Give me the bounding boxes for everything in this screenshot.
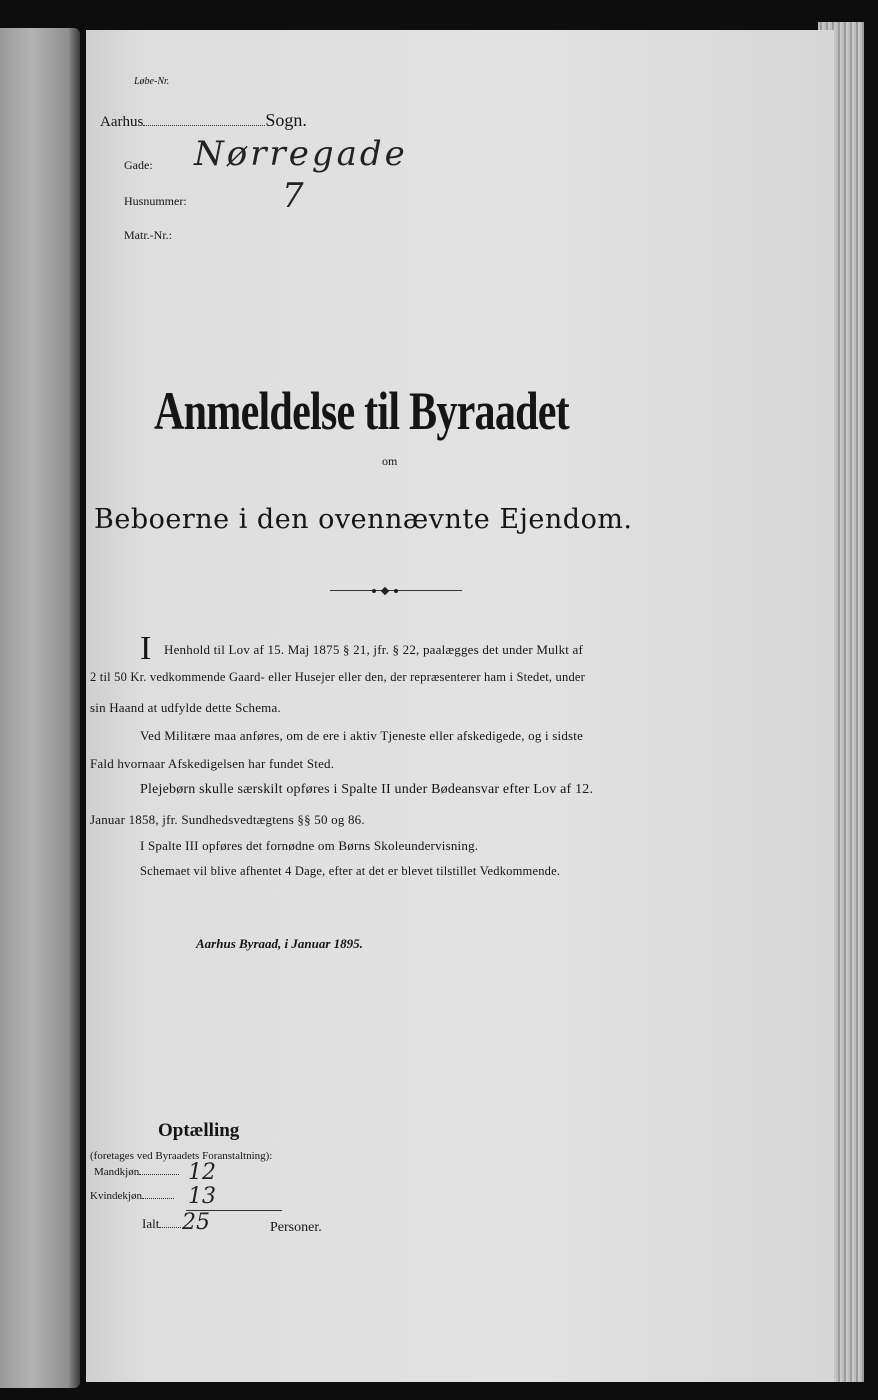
paragraph-2-line-2: Fald hvornaar Afskedigelsen har fundet Sted. bbox=[90, 756, 335, 771]
sogn-dots bbox=[143, 125, 265, 126]
paragraph-1-line-1: Henhold til Lov af 15. Maj 1875 § 21, jfr. § 22, paalægges det under Mulkt af bbox=[164, 642, 584, 657]
kvindekjon-label: Kvindekjøn bbox=[90, 1190, 142, 1202]
count-title: Optælling bbox=[158, 1120, 240, 1141]
town-name: Aarhus bbox=[100, 114, 144, 130]
mandkjon-label: Mandkjøn bbox=[94, 1166, 140, 1178]
paragraph-3-line-1: Plejebørn skulle særskilt opføres i Spalte II under Bødeansvar efter Lov af 12. bbox=[140, 782, 594, 797]
paragraph-1-line-3: sin Haand at udfylde dette Schema. bbox=[90, 700, 281, 715]
town-line bbox=[100, 110, 307, 131]
paragraph-3-line-2: Januar 1858, jfr. Sundhedsvedtægtens §§ 50 og 86. bbox=[90, 812, 365, 827]
matr-label: Matr.-Nr.: bbox=[124, 228, 172, 242]
kvindekjon-row bbox=[90, 1190, 174, 1202]
ialt-row bbox=[142, 1216, 181, 1232]
drop-cap: I bbox=[140, 630, 152, 667]
document-subtitle: Beboerne i den ovennævnte Ejendom. bbox=[94, 504, 633, 535]
count-subtitle: (foretages ved Byraadets Foranstaltning): bbox=[90, 1150, 273, 1162]
husnummer-value: 7 bbox=[282, 176, 304, 216]
gade-value: Nørregade bbox=[194, 134, 408, 174]
mandkjon-value: 12 bbox=[188, 1160, 216, 1185]
left-page-edge bbox=[0, 28, 80, 1388]
ialt-label: Ialt bbox=[142, 1216, 160, 1231]
document-title: Anmeldelse til Byraadet bbox=[154, 381, 569, 441]
om-text: om bbox=[382, 454, 398, 468]
paragraph-1-line-2: 2 til 50 Kr. vedkommende Gaard- eller Husejer eller den, der repræsenterer ham i Stedet, under bbox=[90, 670, 586, 684]
gade-label: Gade: bbox=[124, 158, 153, 172]
mandkjon-row bbox=[94, 1166, 179, 1178]
personer-label: Personer. bbox=[270, 1220, 322, 1235]
lobe-nr-label: Løbe-Nr. bbox=[134, 76, 170, 87]
paragraph-4-line-1: I Spalte III opføres det fornødne om Børns Skoleundervisning. bbox=[140, 838, 479, 853]
kvindekjon-value: 13 bbox=[188, 1184, 216, 1209]
ornament-divider bbox=[330, 588, 462, 594]
husnummer-label: Husnummer: bbox=[124, 194, 187, 208]
paragraph-2-line-1: Ved Militære maa anføres, om de ere i aktiv Tjeneste eller afskedigede, og i sidste bbox=[140, 728, 584, 743]
sogn-label: Sogn. bbox=[265, 110, 307, 130]
paragraph-5-line-1: Schemaet vil blive afhentet 4 Dage, efter at det er blevet tilstillet Vedkommende. bbox=[140, 864, 561, 878]
ialt-value: 25 bbox=[182, 1210, 210, 1235]
signature-line: Aarhus Byraad, i Januar 1895. bbox=[196, 936, 363, 951]
document-page bbox=[86, 30, 834, 1382]
